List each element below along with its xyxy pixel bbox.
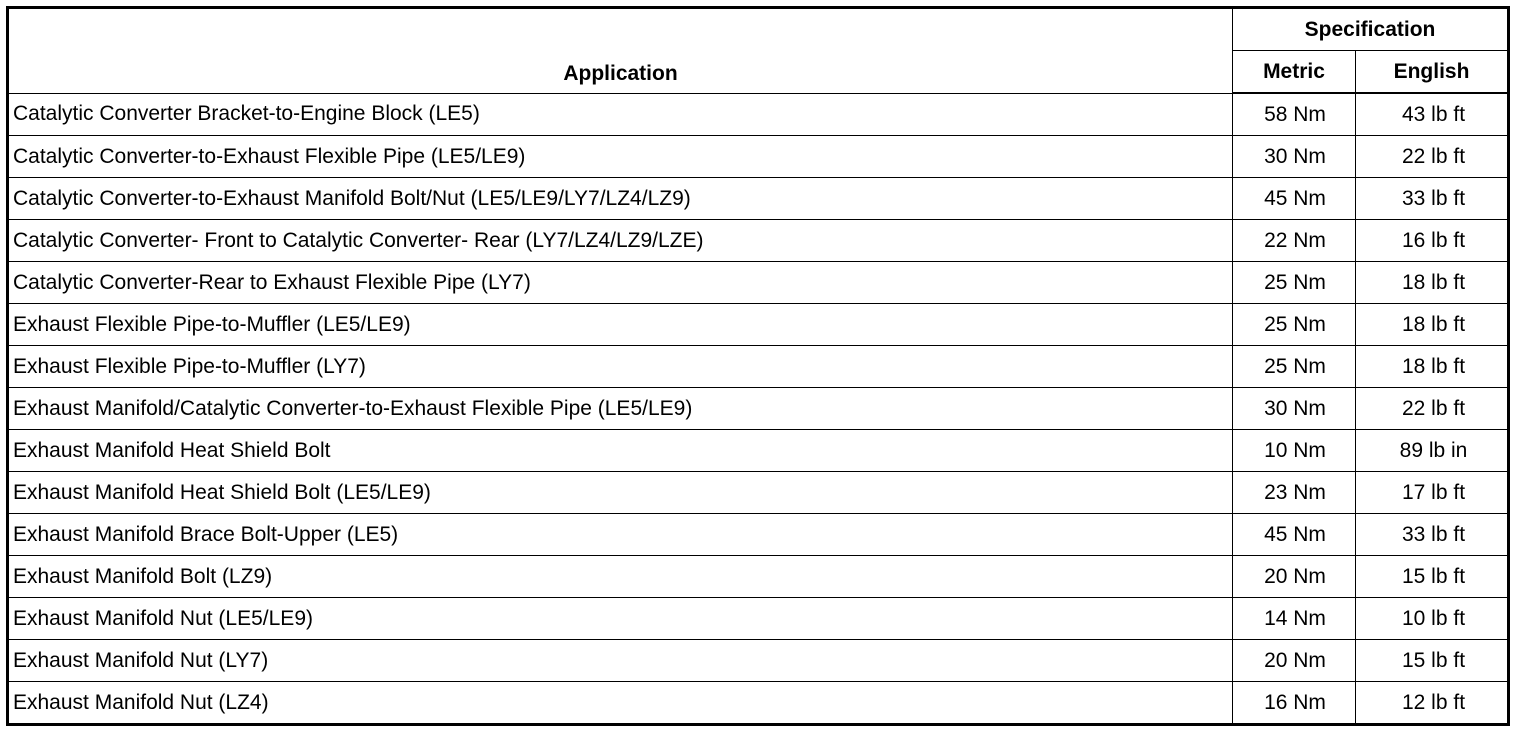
metric-cell: 25 Nm <box>1233 262 1356 304</box>
table-row <box>8 93 1509 136</box>
metric-column-header: Metric <box>1233 51 1356 94</box>
table-row <box>8 346 1509 388</box>
specification-column-header: Specification <box>1233 8 1509 51</box>
application-cell: Exhaust Flexible Pipe-to-Muffler (LY7) <box>8 346 1233 388</box>
table-header <box>8 8 1509 94</box>
table-row <box>8 430 1509 472</box>
table-body <box>8 93 1509 725</box>
application-cell: Catalytic Converter-to-Exhaust Flexible Pipe (LE5/LE9) <box>8 136 1233 178</box>
table-row <box>8 556 1509 598</box>
metric-cell: 30 Nm <box>1233 136 1356 178</box>
metric-cell: 20 Nm <box>1233 640 1356 682</box>
english-cell: 15 lb ft <box>1356 640 1509 682</box>
english-cell: 15 lb ft <box>1356 556 1509 598</box>
english-cell: 22 lb ft <box>1356 388 1509 430</box>
application-cell: Catalytic Converter Bracket-to-Engine Block (LE5) <box>8 93 1233 136</box>
application-cell: Exhaust Manifold Heat Shield Bolt <box>8 430 1233 472</box>
metric-cell: 45 Nm <box>1233 178 1356 220</box>
application-cell: Exhaust Manifold Nut (LZ4) <box>8 682 1233 725</box>
table-row <box>8 640 1509 682</box>
application-cell: Catalytic Converter-to-Exhaust Manifold Bolt/Nut (LE5/LE9/LY7/LZ4/LZ9) <box>8 178 1233 220</box>
english-cell: 18 lb ft <box>1356 304 1509 346</box>
torque-spec-table <box>6 6 1510 726</box>
english-cell: 22 lb ft <box>1356 136 1509 178</box>
english-cell: 33 lb ft <box>1356 514 1509 556</box>
metric-cell: 20 Nm <box>1233 556 1356 598</box>
metric-cell: 10 Nm <box>1233 430 1356 472</box>
metric-cell: 16 Nm <box>1233 682 1356 725</box>
table-row <box>8 178 1509 220</box>
metric-cell: 22 Nm <box>1233 220 1356 262</box>
table-row <box>8 514 1509 556</box>
application-cell: Catalytic Converter- Front to Catalytic Converter- Rear (LY7/LZ4/LZ9/LZE) <box>8 220 1233 262</box>
table-row <box>8 304 1509 346</box>
application-cell: Exhaust Manifold/Catalytic Converter-to-Exhaust Flexible Pipe (LE5/LE9) <box>8 388 1233 430</box>
table-row <box>8 136 1509 178</box>
metric-cell: 25 Nm <box>1233 304 1356 346</box>
metric-cell: 25 Nm <box>1233 346 1356 388</box>
application-cell: Exhaust Flexible Pipe-to-Muffler (LE5/LE9) <box>8 304 1233 346</box>
english-cell: 89 lb in <box>1356 430 1509 472</box>
english-cell: 18 lb ft <box>1356 346 1509 388</box>
metric-cell: 14 Nm <box>1233 598 1356 640</box>
metric-cell: 58 Nm <box>1233 93 1356 136</box>
english-column-header: English <box>1356 51 1509 94</box>
application-cell: Exhaust Manifold Nut (LE5/LE9) <box>8 598 1233 640</box>
english-cell: 18 lb ft <box>1356 262 1509 304</box>
metric-cell: 30 Nm <box>1233 388 1356 430</box>
table-row <box>8 220 1509 262</box>
table-row <box>8 262 1509 304</box>
application-cell: Exhaust Manifold Heat Shield Bolt (LE5/LE9) <box>8 472 1233 514</box>
table-row <box>8 682 1509 725</box>
table-row <box>8 388 1509 430</box>
english-cell: 16 lb ft <box>1356 220 1509 262</box>
metric-cell: 23 Nm <box>1233 472 1356 514</box>
english-cell: 10 lb ft <box>1356 598 1509 640</box>
application-column-header: Application <box>8 8 1233 94</box>
table-row <box>8 598 1509 640</box>
application-cell: Exhaust Manifold Bolt (LZ9) <box>8 556 1233 598</box>
table-row <box>8 472 1509 514</box>
application-cell: Exhaust Manifold Nut (LY7) <box>8 640 1233 682</box>
english-cell: 17 lb ft <box>1356 472 1509 514</box>
metric-cell: 45 Nm <box>1233 514 1356 556</box>
application-cell: Exhaust Manifold Brace Bolt-Upper (LE5) <box>8 514 1233 556</box>
english-cell: 33 lb ft <box>1356 178 1509 220</box>
english-cell: 12 lb ft <box>1356 682 1509 725</box>
english-cell: 43 lb ft <box>1356 93 1509 136</box>
application-cell: Catalytic Converter-Rear to Exhaust Flexible Pipe (LY7) <box>8 262 1233 304</box>
